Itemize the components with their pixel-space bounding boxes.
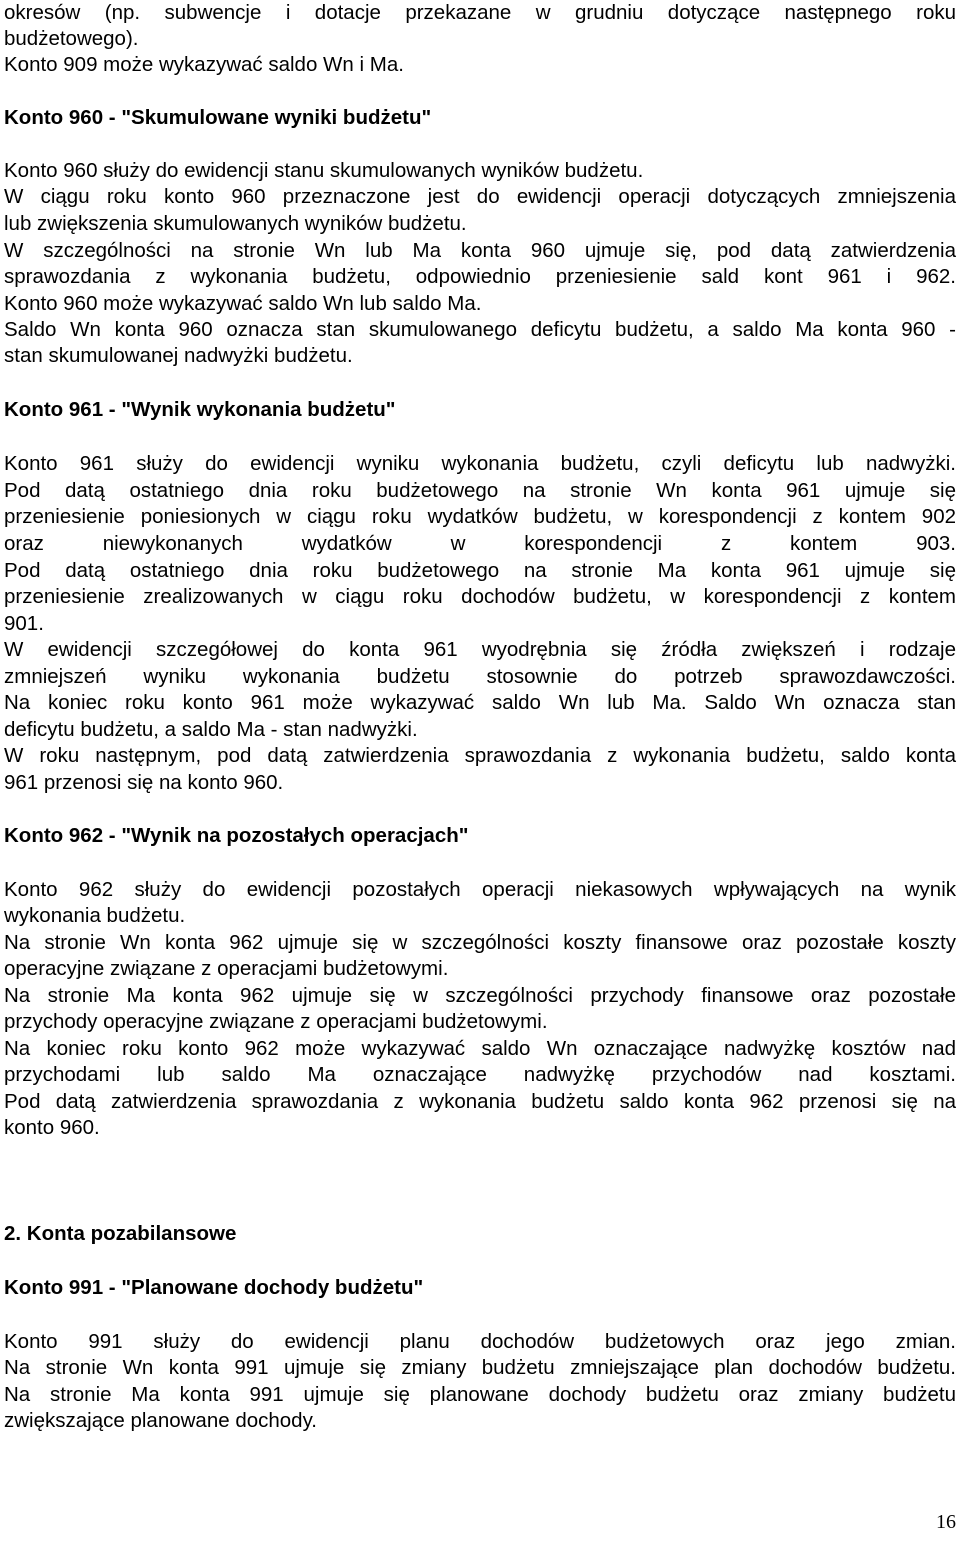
text-line: przeniesienie poniesionych w ciągu roku wydatków budżetu, w korespondencji z kontem 902 — [4, 505, 956, 528]
text-line: Na koniec roku konto 961 może wykazywać saldo Wn lub Ma. Saldo Wn oznacza stan — [4, 691, 956, 714]
text-line: Konto 961 służy do ewidencji wyniku wykonania budżetu, czyli deficytu lub nadwyżki. — [4, 452, 956, 475]
text-line: przeniesienie zrealizowanych w ciągu roku dochodów budżetu, w korespondencji z kontem — [4, 585, 956, 608]
text-line: Na stronie Ma konta 991 ujmuje się planowane dochody budżetu oraz zmiany budżetu — [4, 1383, 956, 1406]
text-line: wykonania budżetu. — [4, 904, 186, 927]
text-line: Pod datą ostatniego dnia roku budżetowego na stronie Wn konta 961 ujmuje się — [4, 479, 956, 502]
text-line: Pod datą ostatniego dnia roku budżetowego na stronie Ma konta 961 ujmuje się — [4, 559, 956, 582]
section-heading: 2. Konta pozabilansowe — [4, 1222, 237, 1245]
text-line: W ciągu roku konto 960 przeznaczone jest do ewidencji operacji dotyczących zmniejszenia — [4, 185, 956, 208]
text-line: okresów (np. subwencje i dotacje przekazane w grudniu dotyczące następnego roku — [4, 1, 956, 24]
text-line: Pod datą zatwierdzenia sprawozdania z wykonania budżetu saldo konta 962 przenosi się na — [4, 1090, 956, 1113]
text-line: zwiększające planowane dochody. — [4, 1409, 318, 1432]
text-line: 901. — [4, 612, 44, 635]
text-line: Na stronie Wn konta 991 ujmuje się zmiany budżetu zmniejszające plan dochodów budżetu. — [4, 1356, 956, 1379]
text-line: stan skumulowanej nadwyżki budżetu. — [4, 344, 353, 367]
page-number: 16 — [936, 1511, 956, 1533]
text-line: Konto 909 może wykazywać saldo Wn i Ma. — [4, 53, 404, 76]
text-line: W ewidencji szczegółowej do konta 961 wyodrębnia się źródła zwiększeń i rodzaje — [4, 638, 956, 661]
section-heading: Konto 960 - "Skumulowane wyniki budżetu" — [4, 106, 432, 129]
text-line: zmniejszeń wyniku wykonania budżetu stosownie do potrzeb sprawozdawczości. — [4, 665, 956, 688]
section-heading: Konto 962 - "Wynik na pozostałych operacjach" — [4, 824, 469, 847]
text-line: Konto 991 służy do ewidencji planu dochodów budżetowych oraz jego zmian. — [4, 1330, 956, 1353]
text-line: przychody operacyjne związane z operacjami budżetowymi. — [4, 1010, 548, 1033]
text-line: W szczególności na stronie Wn lub Ma konta 960 ujmuje się, pod datą zatwierdzenia — [4, 239, 956, 262]
text-line: budżetowego). — [4, 27, 139, 50]
section-heading: Konto 991 - "Planowane dochody budżetu" — [4, 1276, 424, 1299]
text-line: Na koniec roku konto 962 może wykazywać saldo Wn oznaczające nadwyżkę kosztów nad — [4, 1037, 956, 1060]
section-heading: Konto 961 - "Wynik wykonania budżetu" — [4, 398, 396, 421]
text-line: Konto 960 służy do ewidencji stanu skumulowanych wyników budżetu. — [4, 159, 644, 182]
text-line: 961 przenosi się na konto 960. — [4, 771, 284, 794]
text-line: oraz niewykonanych wydatków w korespondencji z kontem 903. — [4, 532, 956, 555]
text-line: Na stronie Wn konta 962 ujmuje się w szczególności koszty finansowe oraz pozostałe koszty — [4, 931, 956, 954]
text-line: operacyjne związane z operacjami budżetowymi. — [4, 957, 449, 980]
text-line: konto 960. — [4, 1116, 100, 1139]
text-line: lub zwiększenia skumulowanych wyników budżetu. — [4, 212, 467, 235]
text-line: Na stronie Ma konta 962 ujmuje się w szczególności przychody finansowe oraz pozostałe — [4, 984, 956, 1007]
text-line: przychodami lub saldo Ma oznaczające nadwyżkę przychodów nad kosztami. — [4, 1063, 956, 1086]
text-line: W roku następnym, pod datą zatwierdzenia sprawozdania z wykonania budżetu, saldo konta — [4, 744, 956, 767]
text-line: Konto 962 służy do ewidencji pozostałych operacji niekasowych wpływających na wynik — [4, 878, 956, 901]
text-line: deficytu budżetu, a saldo Ma - stan nadwyżki. — [4, 718, 418, 741]
text-line: sprawozdania z wykonania budżetu, odpowiednio przeniesienie sald kont 961 i 962. — [4, 265, 956, 288]
text-line: Konto 960 może wykazywać saldo Wn lub saldo Ma. — [4, 292, 482, 315]
text-line: Saldo Wn konta 960 oznacza stan skumulowanego deficytu budżetu, a saldo Ma konta 960 - — [4, 318, 956, 341]
